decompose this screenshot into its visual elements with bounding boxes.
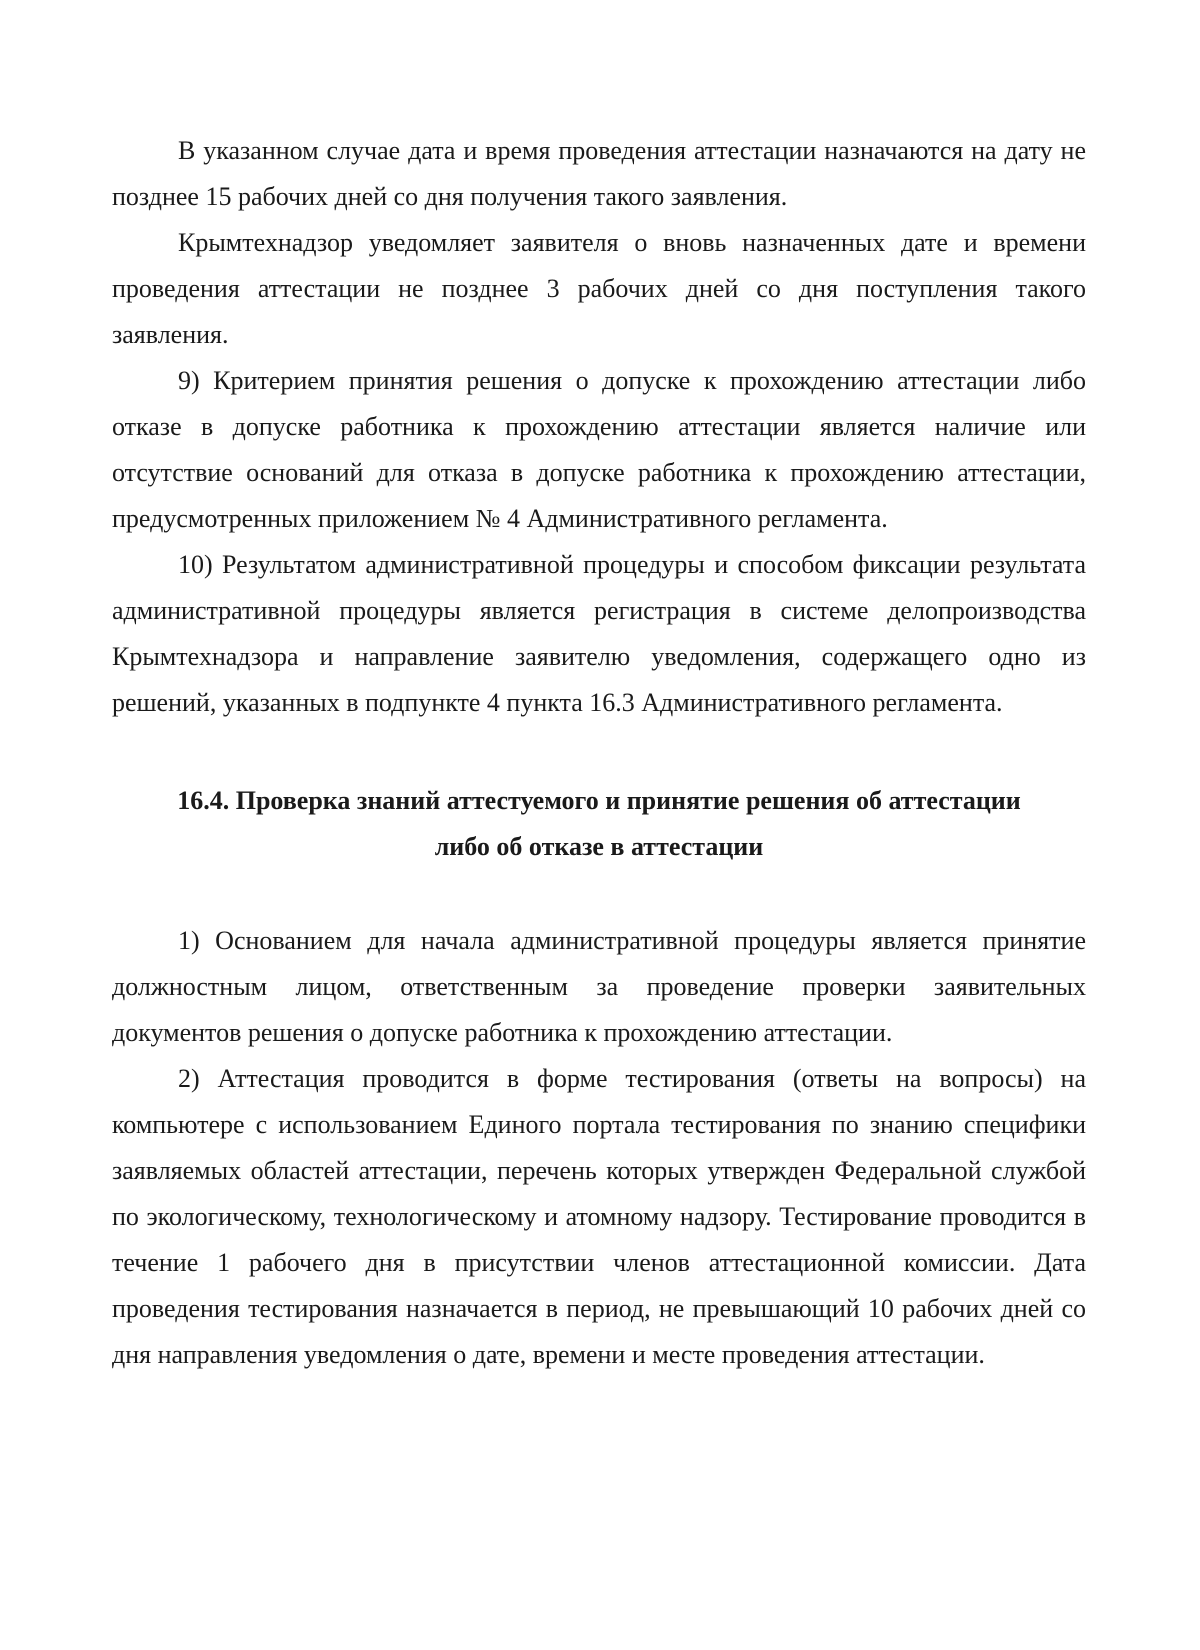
- paragraph-item-9: 9) Критерием принятия решения о допуске к прохождению аттестации либо отказе в допуске работника к прохождению аттестации является наличие или отсутствие оснований для отказа в допуске работника к прохождению аттестации, предусмотренных приложением № 4 Административного регламента.: [112, 366, 1086, 533]
- section-heading: [112, 778, 1086, 870]
- paragraph-item-10: 10) Результатом административной процедуры и способом фиксации результата административной процедуры является регистрация в системе делопроизводства Крымтехнадзора и направление заявителю уведомления, содержащего одно из решений, указанных в подпункте 4 пункта 16.3 Административного регламента.: [112, 550, 1086, 717]
- paragraph-notification: Крымтехнадзор уведомляет заявителя о вновь назначенных дате и времени проведения аттестации не позднее 3 рабочих дней со дня поступления такого заявления.: [112, 228, 1086, 349]
- paragraph-item-2: 2) Аттестация проводится в форме тестирования (ответы на вопросы) на компьютере с использованием Единого портала тестирования по знанию специфики заявляемых областей аттестации, перечень которых утвержден Федеральной службой по экологическому, технологическому и атомному надзору. Тестирование проводится в течение 1 рабочего дня в присутствии членов аттестационной комиссии. Дата проведения тестирования назначается в период, не превышающий 10 рабочих дней со дня направления уведомления о дате, времени и месте проведения аттестации.: [112, 1064, 1086, 1369]
- section-heading-line-1: 16.4. Проверка знаний аттестуемого и принятие решения об аттестации: [177, 786, 1021, 815]
- paragraph-item-1: 1) Основанием для начала административной процедуры является принятие должностным лицом, ответственным за проведение проверки заявительных документов решения о допуске работника к прохождению аттестации.: [112, 926, 1086, 1047]
- document-body: [112, 128, 1086, 1378]
- section-heading-line-2: либо об отказе в аттестации: [434, 832, 764, 861]
- paragraph-date-assignment: В указанном случае дата и время проведения аттестации назначаются на дату не позднее 15 рабочих дней со дня получения такого заявления.: [112, 136, 1086, 211]
